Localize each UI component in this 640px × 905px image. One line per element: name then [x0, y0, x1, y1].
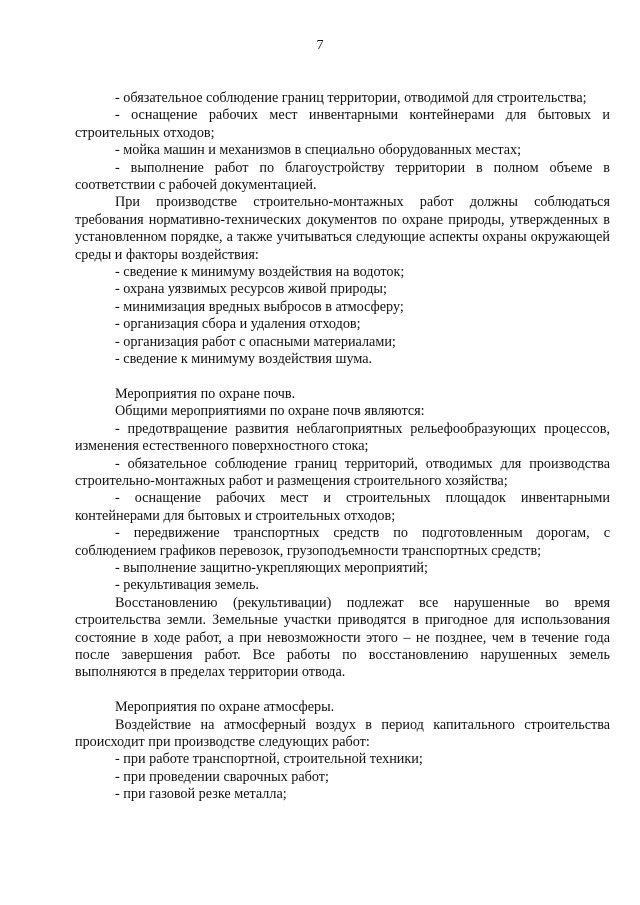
section-heading-soil: Мероприятия по охране почв. [115, 385, 296, 402]
paragraph: Общими мероприятиями по охране почв являются: [115, 403, 425, 420]
list-item: - сведение к минимуму воздействия на водоток; [115, 264, 405, 281]
list-item: - оснащение рабочих мест и строительных площадок инвентарными контейнерами для бытовых и строительных отходов; [75, 490, 610, 524]
document-body [75, 90, 610, 804]
list-item: - организация сбора и удаления отходов; [115, 316, 361, 333]
list-item: - мойка машин и механизмов в специально оборудованных местах; [115, 142, 522, 159]
list-item: - при работе транспортной, строительной техники; [115, 751, 423, 768]
list-item: - передвижение транспортных средств по подготовленным дорогам, с соблюдением графиков перевозок, грузоподъемности транспортных средств; [75, 525, 610, 559]
page-number: 7 [316, 38, 324, 53]
paragraph: При производстве строительно-монтажных работ должны соблюдаться требования нормативно-технических документов по охране природы, утвержденных в установленном порядке, а также учитываться следующие аспекты охраны окружающей среды и факторы воздействия: [75, 194, 610, 263]
list-item: - выполнение защитно-укрепляющих мероприятий; [115, 559, 428, 576]
list-item: - выполнение работ по благоустройству территории в полном объеме в соответствии с рабочей документацией. [75, 159, 610, 194]
list-item: - минимизация вредных выбросов в атмосферу; [115, 298, 404, 315]
list-item: - охрана уязвимых ресурсов живой природы; [115, 281, 387, 298]
list-item: - оснащение рабочих мест инвентарными контейнерами для бытовых и строительных отходов; [75, 107, 610, 141]
list-item: - рекультивация земель. [115, 577, 259, 594]
list-item: - обязательное соблюдение границ территорий, отводимых для производства строительно-монтажных работ и размещения строительного хозяйства; [75, 455, 610, 489]
list-item: - сведение к минимуму воздействия шума. [115, 351, 373, 368]
list-item: - при проведении сварочных работ; [115, 768, 329, 785]
list-item: - обязательное соблюдение границ территории, отводимой для строительства; [115, 90, 587, 106]
list-item: - организация работ с опасными материалами; [115, 333, 396, 350]
section-heading-atmosphere: Мероприятия по охране атмосферы. [115, 699, 335, 716]
list-item: - при газовой резке металла; [115, 786, 287, 803]
list-item: - предотвращение развития неблагоприятных рельефообразующих процессов, изменения естественного поверхностного стока; [75, 420, 610, 455]
paragraph: Воздействие на атмосферный воздух в период капитального строительства происходит при производстве следующих работ: [75, 716, 610, 750]
paragraph: Восстановлению (рекультивации) подлежат все нарушенные во время строительства земли. Земельные участки приводятся в пригодное для использования состояние в ходе работ, а при невозможности этого – не позднее, чем в течение года после завершения работ. Все работы по восстановлению нарушенных земель выполняются в пределах территории отвода. [75, 594, 610, 681]
